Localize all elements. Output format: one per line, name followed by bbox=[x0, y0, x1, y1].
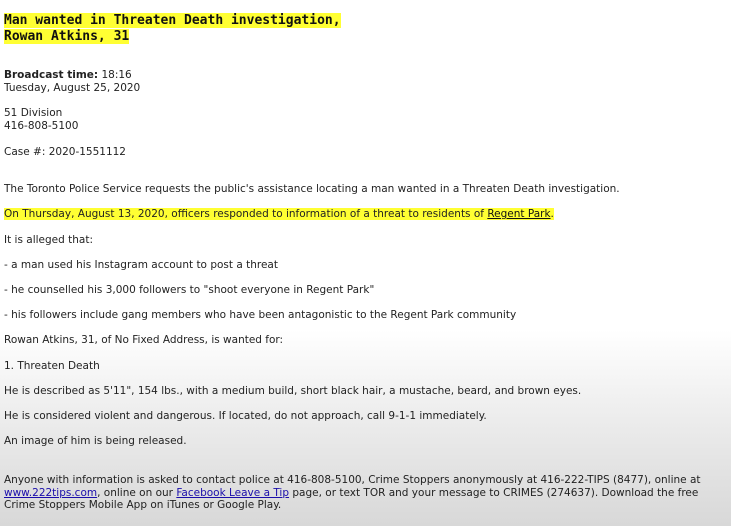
allegation-item: - he counselled his 3,000 followers to "shoot everyone in Regent Park" bbox=[4, 284, 375, 296]
broadcast-time-row bbox=[4, 69, 132, 82]
case-number-label: Case #: bbox=[4, 146, 46, 158]
broadcast-date: Tuesday, August 25, 2020 bbox=[4, 82, 141, 94]
headline bbox=[4, 13, 341, 45]
facebook-tip-link[interactable]: Facebook Leave a Tip bbox=[176, 486, 290, 499]
headline-line-1: Man wanted in Threaten Death investigation, bbox=[4, 13, 341, 28]
broadcast-time-label: Broadcast time: bbox=[4, 69, 99, 81]
contact-footer bbox=[4, 474, 719, 512]
case-number-row bbox=[4, 146, 126, 159]
wanted-for: Rowan Atkins, 31, of No Fixed Address, is wanted for: bbox=[4, 334, 284, 346]
case-number-value: 2020-1551112 bbox=[48, 146, 126, 158]
incident-paragraph bbox=[4, 208, 554, 221]
division-phone: 416-808-5100 bbox=[4, 120, 79, 132]
footer-text-2: , online on our bbox=[97, 486, 177, 499]
footer-text-1: Anyone with information is asked to contact police at 416-808-5100, Crime Stoppers anonymously at 416-222-TIPS (8477), online at bbox=[4, 474, 701, 486]
crime-stoppers-link[interactable]: www.222tips.com bbox=[4, 486, 98, 499]
broadcast-time-value: 18:16 bbox=[101, 69, 132, 81]
image-note: An image of him is being released. bbox=[4, 435, 187, 447]
allegation-item: - a man used his Instagram account to post a threat bbox=[4, 259, 278, 271]
intro-paragraph: The Toronto Police Service requests the public's assistance locating a man wanted in a Threaten Death investigation. bbox=[4, 183, 620, 195]
suspect-description: He is described as 5'11", 154 lbs., with a medium build, short black hair, a mustache, beard, and brown eyes. bbox=[4, 385, 582, 397]
regent-park-link[interactable]: Regent Park bbox=[487, 208, 551, 220]
footer-text-3: page, or text TOR and your message to CRIMES (274637). Download the free Crime Stoppers Mobile App on iTunes or Google Play. bbox=[4, 486, 699, 511]
safety-warning: He is considered violent and dangerous. If located, do not approach, call 9-1-1 immediately. bbox=[4, 410, 487, 422]
alleged-heading: It is alleged that: bbox=[4, 234, 93, 246]
division-name: 51 Division bbox=[4, 107, 63, 119]
headline-line-2: Rowan Atkins, 31 bbox=[4, 29, 130, 44]
charge-item: 1. Threaten Death bbox=[4, 360, 100, 372]
incident-end: . bbox=[550, 208, 554, 220]
allegation-item: - his followers include gang members who have been antagonistic to the Regent Park community bbox=[4, 309, 517, 321]
incident-text: On Thursday, August 13, 2020, officers responded to information of a threat to residents of bbox=[4, 208, 488, 220]
